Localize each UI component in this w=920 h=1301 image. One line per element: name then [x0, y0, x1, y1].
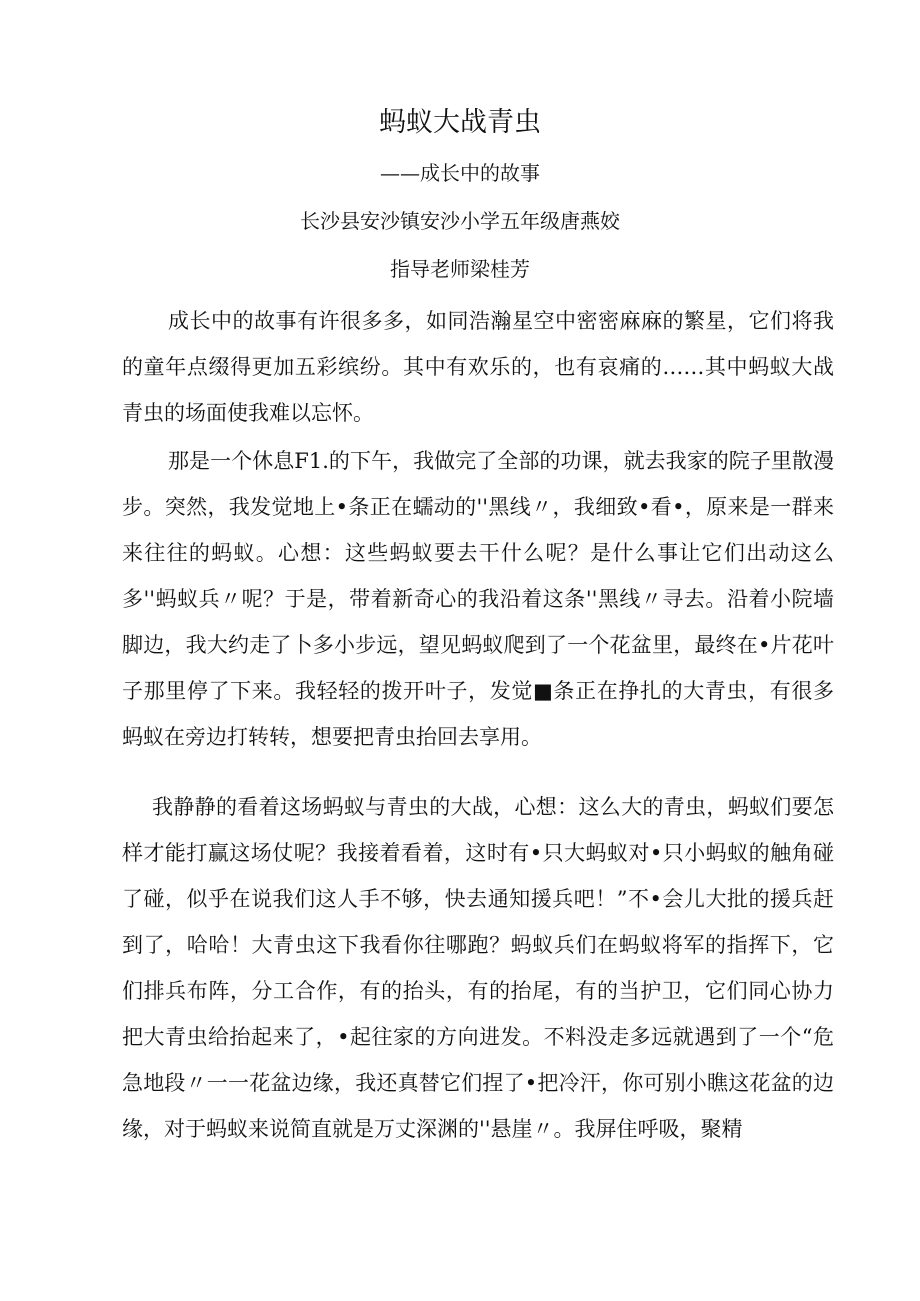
- document-title: 蚂蚁大战青虫: [379, 107, 541, 138]
- paragraph-1: 成长中的故事有许很多多，如同浩瀚星空中密密麻麻的繁星，它们将我的童年点缀得更加五彩缤纷。其中有欢乐的，也有哀痛的……其中蚂蚁大战青虫的场面使我难以忘怀。: [122, 309, 834, 425]
- document-subtitle: ——成长中的故事: [380, 161, 540, 185]
- paragraph-2: 那是一个休息F1.的下午，我做完了全部的功课，就去我家的院子里散漫步。突然，我发觉地上•条正在蠕动的''黑线〃，我细致•看•，原来是一群来来往往的蚂蚁。心想：这些蚂蚁要去干什么呢？是什么事让它们出动这么多''蚂蚁兵〃呢？于是，带着新奇心的我沿着这条''黑线〃寻去。沿着小院墙脚边，我大约走了卜多小步远，望见蚂蚁爬到了一个花盆里，最终在•片花叶子那里停了下来。我轻轻的拨开叶子，发觉■条正在挣扎的大青虫，有很多蚂蚁在旁边打转转，想要把青虫抬回去享用。: [122, 449, 834, 749]
- teacher-line: 指导老师梁桂芳: [390, 257, 530, 281]
- paragraph-3: 我静静的看着这场蚂蚁与青虫的大战，心想：这么大的青虫，蚂蚁们要怎样才能打赢这场仗呢？我接着看着，这时有•只大蚂蚁对•只小蚂蚁的触角碰了碰，似乎在说我们这人手不够，快去通知援兵吧！”不•会儿大批的援兵赶到了，哈哈！大青虫这下我看你往哪跑？蚂蚁兵们在蚂蚁将军的指挥下，它们排兵布阵，分工合作，有的抬头，有的抬尾，有的当护卫，它们同心协力把大青虫给抬起来了，•起往家的方向进发。不料没走多远就遇到了一个“危急地段〃一一花盆边缘，我还真替它们捏了•把冷汗，你可别小瞧这花盆的边缘，对于蚂蚁来说简直就是万丈深渊的''悬崖〃。我屏住呼吸，聚精: [122, 795, 834, 1141]
- author-line: 长沙县安沙镇安沙小学五年级唐燕姣: [300, 209, 620, 233]
